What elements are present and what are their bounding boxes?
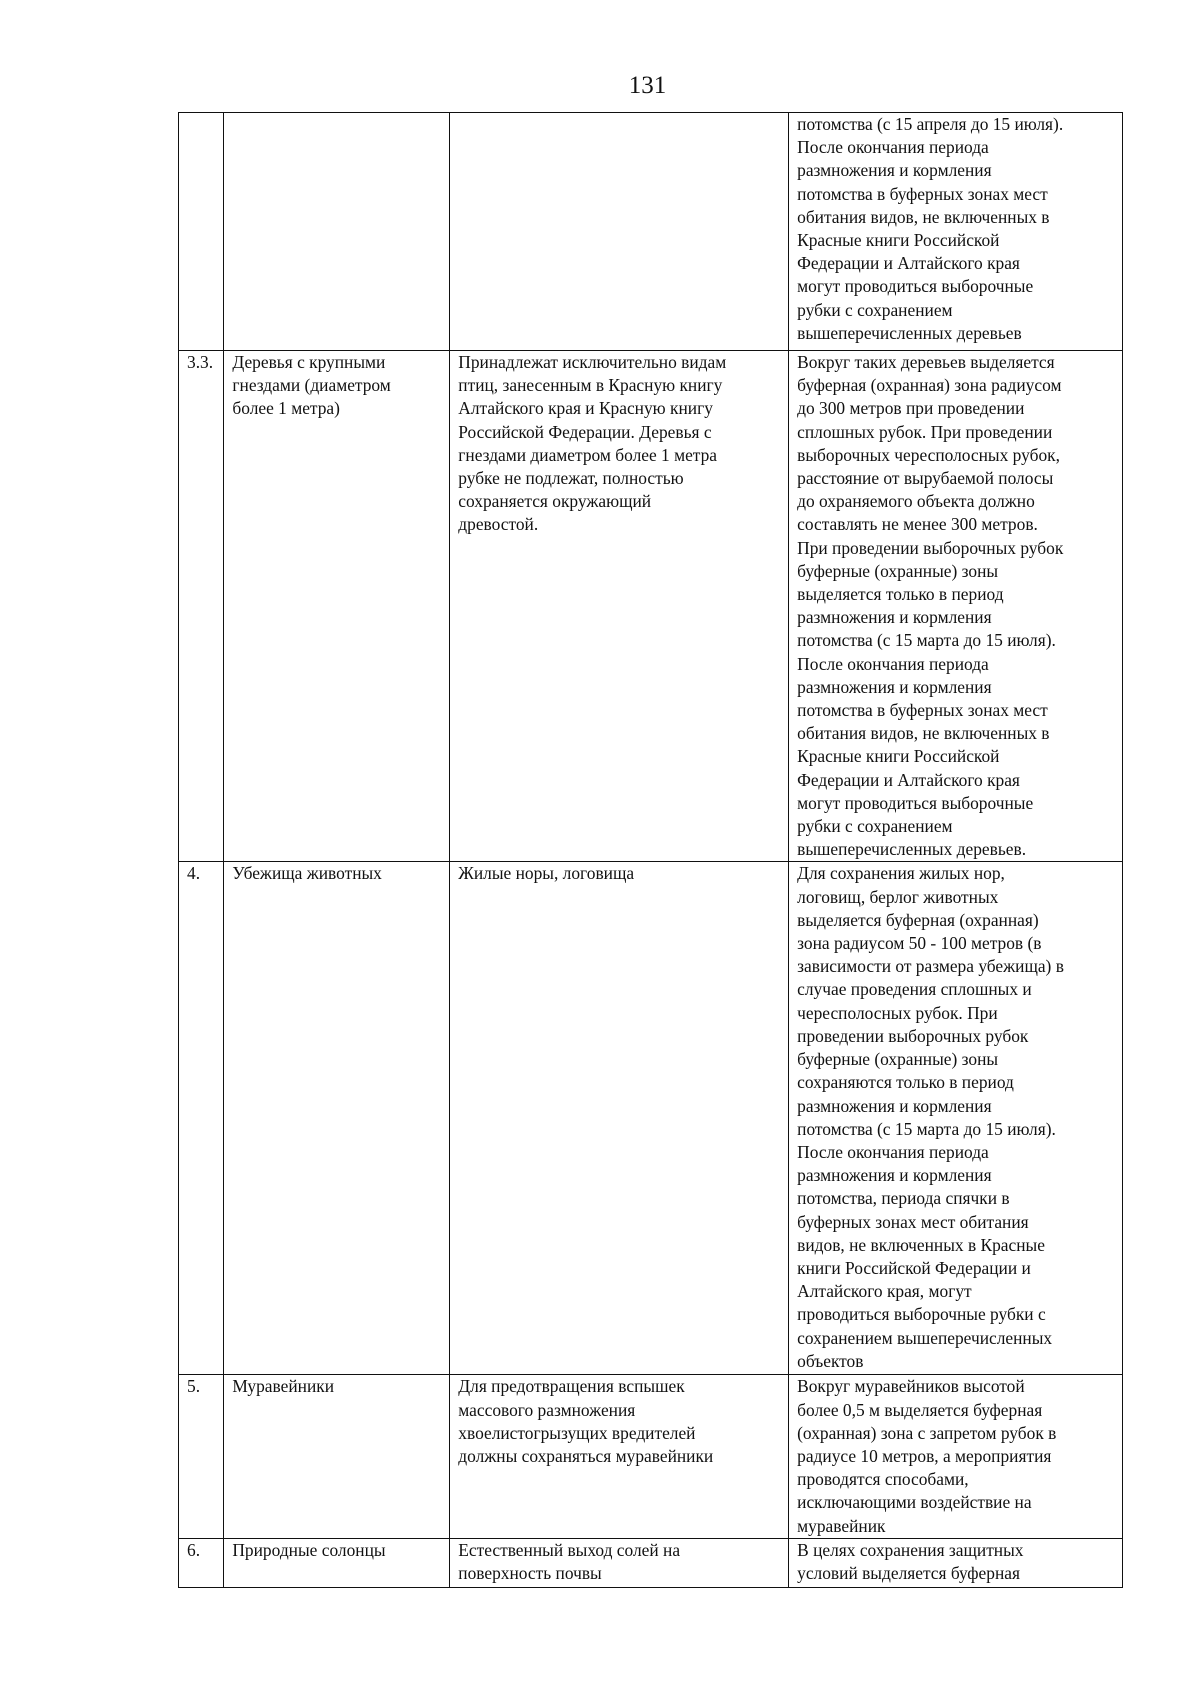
object-cell	[224, 1538, 450, 1587]
row-number-cell	[179, 1375, 224, 1538]
measures-text: В целях сохранения защитных условий выделяется буферная	[797, 1539, 1024, 1584]
row-number: 4.	[187, 863, 201, 884]
measures-text: Для сохранения жилых нор, логовищ, берлог животных выделяется буферная (охранная) зона радиусом 50 - 100 метров (в зависимости от размера убежища) в случае проведения сплошных и чересполосных рубок. При проведении выборочных рубок буферные (охранные) зоны сохраняются только в период размножения и кормления потомства (с 15 марта до 15 июля). После окончания периода размножения и кормления потомства, периода спячки в буферных зонах мест обитания видов, не включенных в Красные книги Российской Федерации и Алтайского края, могут проводиться выборочные рубки с сохранением вышеперечисленных объектов	[797, 863, 1064, 1371]
measures-cell	[789, 351, 1123, 862]
table-row	[179, 113, 1123, 351]
object-text: Деревья с крупными гнездами (диаметром более 1 метра)	[232, 352, 391, 419]
row-number: 5.	[187, 1376, 201, 1397]
measures-text: Вокруг муравейников высотой более 0,5 м выделяется буферная (охранная) зона с запретом рубок в радиусе 10 метров, а мероприятия проводятся способами, исключающими воздействие на муравейник	[797, 1376, 1057, 1536]
description-text: Для предотвращения вспышек массового размножения хвоелистогрызущих вредителей должны сохраняться муравейники	[458, 1376, 714, 1467]
description-text: Естественный выход солей на поверхность почвы	[458, 1539, 681, 1584]
object-text: Убежища животных	[232, 863, 382, 884]
object-cell	[224, 113, 450, 351]
description-cell	[450, 862, 789, 1375]
description-cell	[450, 351, 789, 862]
object-cell	[224, 862, 450, 1375]
table-row	[179, 862, 1123, 1375]
table-row	[179, 1538, 1123, 1587]
row-number-cell	[179, 862, 224, 1375]
row-number: 3.3.	[187, 352, 214, 372]
description-cell	[450, 1375, 789, 1538]
description-cell	[450, 1538, 789, 1587]
measures-text: потомства (с 15 апреля до 15 июля). После окончания периода размножения и кормления потомства в буферных зонах мест обитания видов, не включенных в Красные книги Российской Федерации и Алтайского края могут проводиться выборочные рубки с сохранением вышеперечисленных деревьев	[797, 114, 1064, 343]
row-number: 6.	[187, 1539, 201, 1560]
object-text: Муравейники	[232, 1376, 335, 1397]
measures-text: Вокруг таких деревьев выделяется буферная (охранная) зона радиусом до 300 метров при проведении сплошных рубок. При проведении выборочных чересполосных рубок, расстояние от вырубаемой полосы до охраняемого объекта должно составлять не менее 300 метров. При проведении выборочных рубок буферные (охранные) зоны выделяется только в период размножения и кормления потомства (с 15 марта до 15 июля). После окончания периода размножения и кормления потомства в буферных зонах мест обитания видов, не включенных в Красные книги Российской Федерации и Алтайского края могут проводиться выборочные рубки с сохранением вышеперечисленных деревьев.	[797, 352, 1064, 860]
row-number-cell	[179, 113, 224, 351]
object-cell	[224, 351, 450, 862]
object-cell	[224, 1375, 450, 1538]
table-row	[179, 1375, 1123, 1538]
row-number-cell	[179, 1538, 224, 1587]
page-number: 131	[628, 72, 667, 99]
description-text: Жилые норы, логовища	[458, 863, 635, 884]
measures-cell	[789, 1375, 1123, 1538]
table-row	[179, 351, 1123, 862]
measures-cell	[789, 1538, 1123, 1587]
object-text: Природные солонцы	[232, 1539, 386, 1560]
row-number-cell	[179, 351, 224, 862]
description-cell	[450, 113, 789, 351]
measures-cell	[789, 113, 1123, 351]
measures-table	[178, 112, 1123, 1588]
measures-cell	[789, 862, 1123, 1375]
description-text: Принадлежат исключительно видам птиц, занесенным в Красную книгу Алтайского края и Красную книгу Российской Федерации. Деревья с гнездами диаметром более 1 метра рубке не подлежат, полностью сохраняется окружающий древостой.	[458, 352, 727, 535]
